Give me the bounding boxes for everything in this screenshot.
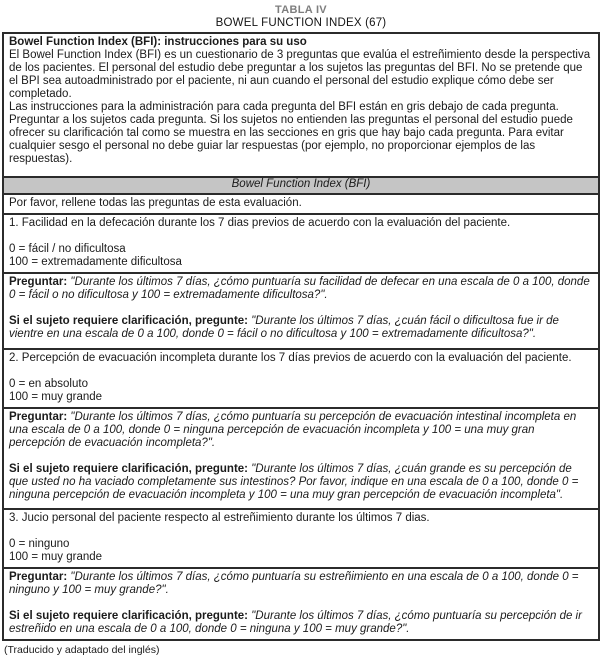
instructions-paragraph-1: El Bowel Function Index (BFI) es un cuestionario de 3 preguntas que evalúa el estreñimiento desde la perspectiva de los pacientes. El personal del estudio debe preguntar a los sujetos las preguntas del BFI. No se pretende que el BPI sea autoadministrado por el paciente, ni aun cuando el personal del estudio explique cómo debe ser completado. <box>9 49 591 100</box>
blank-line <box>9 597 593 610</box>
question-3-interviewer-section <box>4 567 598 639</box>
question-2-clarify-text: "Durante los últimos 7 días, ¿cuán grande es su percepción de que usted no ha vaciado completamente sus intestinos? Por favor, indique en una escala de 0 a 100, donde 0 = ninguna percepción de evacuación incompleta y 100 = una muy gran percepción de evacuación incompleta". <box>9 463 579 501</box>
question-2-interviewer-section <box>4 407 598 508</box>
question-1-interviewer-section <box>4 272 598 348</box>
document-header <box>0 0 602 30</box>
question-3-clarify-label: Si el sujeto requiere clarificación, pregunte: <box>9 610 249 622</box>
question-1-ask-text: "Durante los últimos 7 días, ¿cómo puntuaría su facilidad de defecar en una escala de 0 a 100, donde 0 = fácil o no dificultosa y 100 = extremadamente dificultosa?". <box>9 276 590 301</box>
question-1-ask <box>9 276 593 302</box>
question-3-ask-label: Preguntar: <box>9 571 68 583</box>
question-1-clarify-label: Si el sujeto requiere clarificación, pregunte: <box>9 315 249 327</box>
blank-line <box>9 230 593 243</box>
page-title: BOWEL FUNCTION INDEX (67) <box>215 17 387 29</box>
bfi-table <box>2 32 600 641</box>
question-1-section <box>4 213 598 272</box>
question-3-text: 3. Jucio personal del paciente respecto al estreñimiento durante los últimos 7 dias. <box>9 512 430 524</box>
question-1-clarify-text: "Durante los últimos 7 días, ¿cuán fácil o dificultosa fue ir de vientre en una escala de 0 a 100, donde 0 = fácil o no dificultosa y 100 = extremadamente dificultosa?". <box>9 315 559 340</box>
blank-line <box>9 365 593 378</box>
question-2-scale-high: 100 = muy grande <box>9 391 103 403</box>
question-2-text: 2. Percepción de evacuación incompleta durante los 7 días previos de acuerdo con la evaluación del paciente. <box>9 352 572 364</box>
question-3-scale-low: 0 = ninguno <box>9 538 70 550</box>
question-2-scale-low: 0 = en absoluto <box>9 378 88 390</box>
question-1-scale-low: 0 = fácil / no dificultosa <box>9 243 126 255</box>
instructions-paragraph-2: Las instrucciones para la administración para cada pregunta del BFI están en gris debajo de cada pregunta. Preguntar a los sujetos cada pregunta. Si los sujetos no entienden las preguntas el personal del estudio puede ofrecer su clarificación tal como se muestra en las secciones en gris que hay bajo cada pregunta. Para evitar cualquier sesgo el personal no debe guiar lar respuestas (por ejemplo, no proporcionar ejemplos de las respuestas). <box>9 101 573 165</box>
question-3-ask <box>9 571 593 597</box>
question-1-ask-label: Preguntar: <box>9 276 68 288</box>
blank-line <box>9 525 593 538</box>
question-2-ask-label: Preguntar: <box>9 411 68 423</box>
question-2-ask-text: "Durante los últimos 7 días, ¿cómo puntuaría su percepción de evacuación intestinal incompleta en una escala de 0 a 100, donde 0 = ninguna percepción de evacuación incompleta y 100 = una muy gran percepción de evacuación incompleta?". <box>9 411 577 449</box>
instructions-heading: Bowel Function Index (BFI): instrucciones para su uso <box>9 36 307 48</box>
question-1-scale-high: 100 = extremadamente dificultosa <box>9 256 182 268</box>
question-2-ask <box>9 411 593 450</box>
fill-instruction: Por favor, rellene todas las preguntas de esta evaluación. <box>4 193 598 213</box>
question-2-clarify-label: Si el sujeto requiere clarificación, pregunte: <box>9 463 249 475</box>
question-3-clarify <box>9 610 593 636</box>
question-2-clarify <box>9 463 593 502</box>
footnote: (Traducido y adaptado del inglés) <box>4 644 160 656</box>
blank-line <box>9 302 593 315</box>
instructions-section <box>4 34 598 176</box>
question-3-ask-text: "Durante los últimos 7 días, ¿cómo puntuaría su estreñimiento en una escala de 0 a 100, donde 0 = ninguno y 100 = muy grande?". <box>9 571 579 596</box>
question-3-section <box>4 508 598 567</box>
question-1-text: 1. Facilidad en la defecación durante los 7 dias previos de acuerdo con la evaluación del paciente. <box>9 217 511 229</box>
table-label: TABLA IV <box>275 4 327 16</box>
blank-line <box>9 450 593 463</box>
section-banner: Bowel Function Index (BFI) <box>4 176 598 193</box>
question-2-section <box>4 348 598 407</box>
question-3-clarify-text: "Durante los últimos 7 días, ¿cómo puntuaría su percepción de ir estreñido en una escala de 0 a 100, donde 0 = ninguna y 100 = muy grande?". <box>9 610 582 635</box>
question-1-clarify <box>9 315 593 341</box>
question-3-scale-high: 100 = muy grande <box>9 551 103 563</box>
